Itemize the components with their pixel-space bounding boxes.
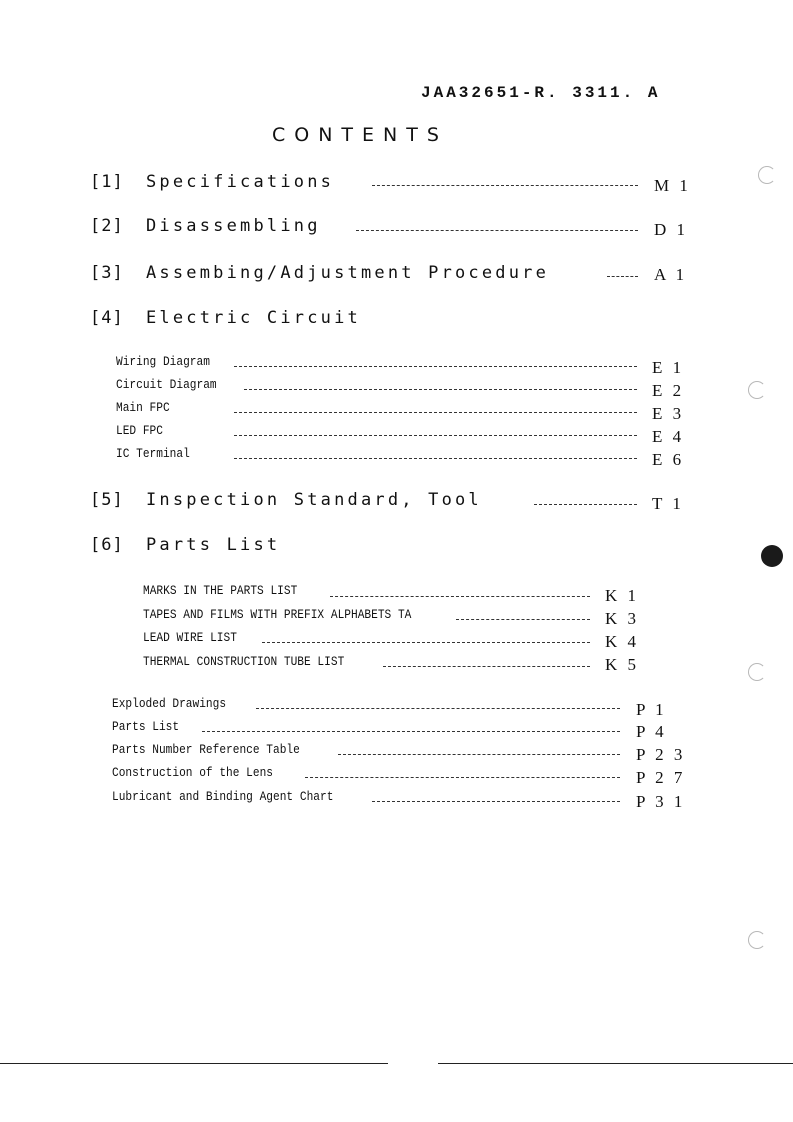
- section-number: [1]: [90, 172, 124, 192]
- section-page: D 1: [654, 220, 689, 239]
- section-label: Disassembling: [146, 216, 321, 236]
- toc-item-label: LED FPC: [116, 423, 163, 438]
- toc-item-thermal-tube: [143, 654, 377, 669]
- section-page: M 1: [654, 176, 691, 195]
- section-number: [3]: [90, 263, 124, 283]
- toc-item-page: K 4: [605, 632, 640, 651]
- toc-item-marks: [143, 583, 322, 598]
- leader-dots: [330, 596, 590, 597]
- section-number: [5]: [90, 490, 124, 510]
- toc-item-label: THERMAL CONSTRUCTION TUBE LIST: [143, 654, 345, 669]
- toc-item-page: P 2 3: [636, 745, 686, 764]
- toc-item-parts-number-reference: [112, 742, 330, 757]
- section-label: Specifications: [146, 172, 335, 192]
- leader-dots: [234, 458, 637, 459]
- toc-item-page: E 3: [652, 404, 685, 423]
- section-1: [90, 172, 334, 192]
- leader-dots: [383, 666, 590, 667]
- leader-dots: [256, 708, 620, 709]
- toc-item-page: E 2: [652, 381, 685, 400]
- section-number: [2]: [90, 216, 124, 236]
- toc-item-label: Exploded Drawings: [112, 696, 227, 711]
- leader-dots: [338, 754, 620, 755]
- binder-hole-icon: [748, 381, 766, 399]
- leader-dots: [456, 619, 590, 620]
- section-page: T 1: [652, 494, 684, 513]
- toc-item-page: E 6: [652, 450, 685, 469]
- toc-item-page: P 1: [636, 700, 667, 719]
- section-number: [6]: [90, 535, 124, 555]
- binder-hole-icon: [748, 663, 766, 681]
- toc-item-led-fpc: [116, 423, 171, 438]
- toc-item-construction-lens: [112, 765, 299, 780]
- leader-dots: [534, 504, 637, 505]
- punch-mark-icon: [761, 545, 783, 567]
- leader-dots: [234, 366, 637, 367]
- toc-item-page: P 4: [636, 722, 667, 741]
- toc-item-page: P 3 1: [636, 792, 686, 811]
- leader-dots: [372, 185, 638, 186]
- toc-item-tapes-films: [143, 607, 455, 622]
- section-5: [90, 490, 482, 510]
- toc-item-label: MARKS IN THE PARTS LIST: [143, 583, 298, 598]
- section-4: [90, 308, 361, 328]
- page-title: CONTENTS: [272, 124, 448, 146]
- toc-item-label: LEAD WIRE LIST: [143, 630, 237, 645]
- section-page: A 1: [654, 265, 688, 284]
- section-label: Parts List: [146, 535, 281, 555]
- section-label: Electric Circuit: [146, 308, 361, 328]
- leader-dots: [607, 276, 638, 277]
- leader-dots: [372, 801, 620, 802]
- toc-item-page: P 2 7: [636, 768, 686, 787]
- toc-item-ic-terminal: [116, 446, 202, 461]
- leader-dots: [202, 731, 620, 732]
- toc-item-page: K 5: [605, 655, 640, 674]
- section-label: Inspection Standard, Tool: [146, 490, 482, 510]
- toc-item-lead-wire: [143, 630, 252, 645]
- toc-item-label: Lubricant and Binding Agent Chart: [112, 789, 334, 804]
- toc-item-label: Main FPC: [116, 400, 170, 415]
- toc-item-label: Wiring Diagram: [116, 354, 210, 369]
- section-6: [90, 535, 280, 555]
- toc-item-lubricant-chart: [112, 789, 369, 804]
- toc-item-wiring-diagram: [116, 354, 225, 369]
- toc-item-parts-list: [112, 719, 190, 734]
- toc-item-page: K 1: [605, 586, 640, 605]
- toc-item-label: TAPES AND FILMS WITH PREFIX ALPHABETS TA: [143, 607, 412, 622]
- section-number: [4]: [90, 308, 124, 328]
- binder-hole-icon: [758, 166, 776, 184]
- footer-rule-right: [438, 1063, 793, 1064]
- toc-item-exploded-drawings: [112, 696, 245, 711]
- toc-item-label: Circuit Diagram: [116, 377, 217, 392]
- leader-dots: [356, 230, 638, 231]
- section-3: [90, 263, 549, 283]
- toc-item-label: Construction of the Lens: [112, 765, 274, 780]
- section-label: Assembing/Adjustment Procedure: [146, 263, 550, 283]
- leader-dots: [244, 389, 637, 390]
- toc-item-page: E 1: [652, 358, 685, 377]
- toc-item-label: Parts List: [112, 719, 180, 734]
- section-2: [90, 216, 321, 236]
- binder-hole-icon: [748, 931, 766, 949]
- leader-dots: [234, 412, 637, 413]
- leader-dots: [262, 642, 590, 643]
- toc-item-circuit-diagram: [116, 377, 233, 392]
- leader-dots: [234, 435, 637, 436]
- document-id: JAA32651-R. 3311. A: [421, 84, 661, 102]
- toc-item-page: E 4: [652, 427, 685, 446]
- toc-item-label: Parts Number Reference Table: [112, 742, 300, 757]
- toc-item-main-fpc: [116, 400, 178, 415]
- toc-item-label: IC Terminal: [116, 446, 190, 461]
- toc-item-page: K 3: [605, 609, 640, 628]
- leader-dots: [305, 777, 620, 778]
- footer-rule-left: [0, 1063, 388, 1064]
